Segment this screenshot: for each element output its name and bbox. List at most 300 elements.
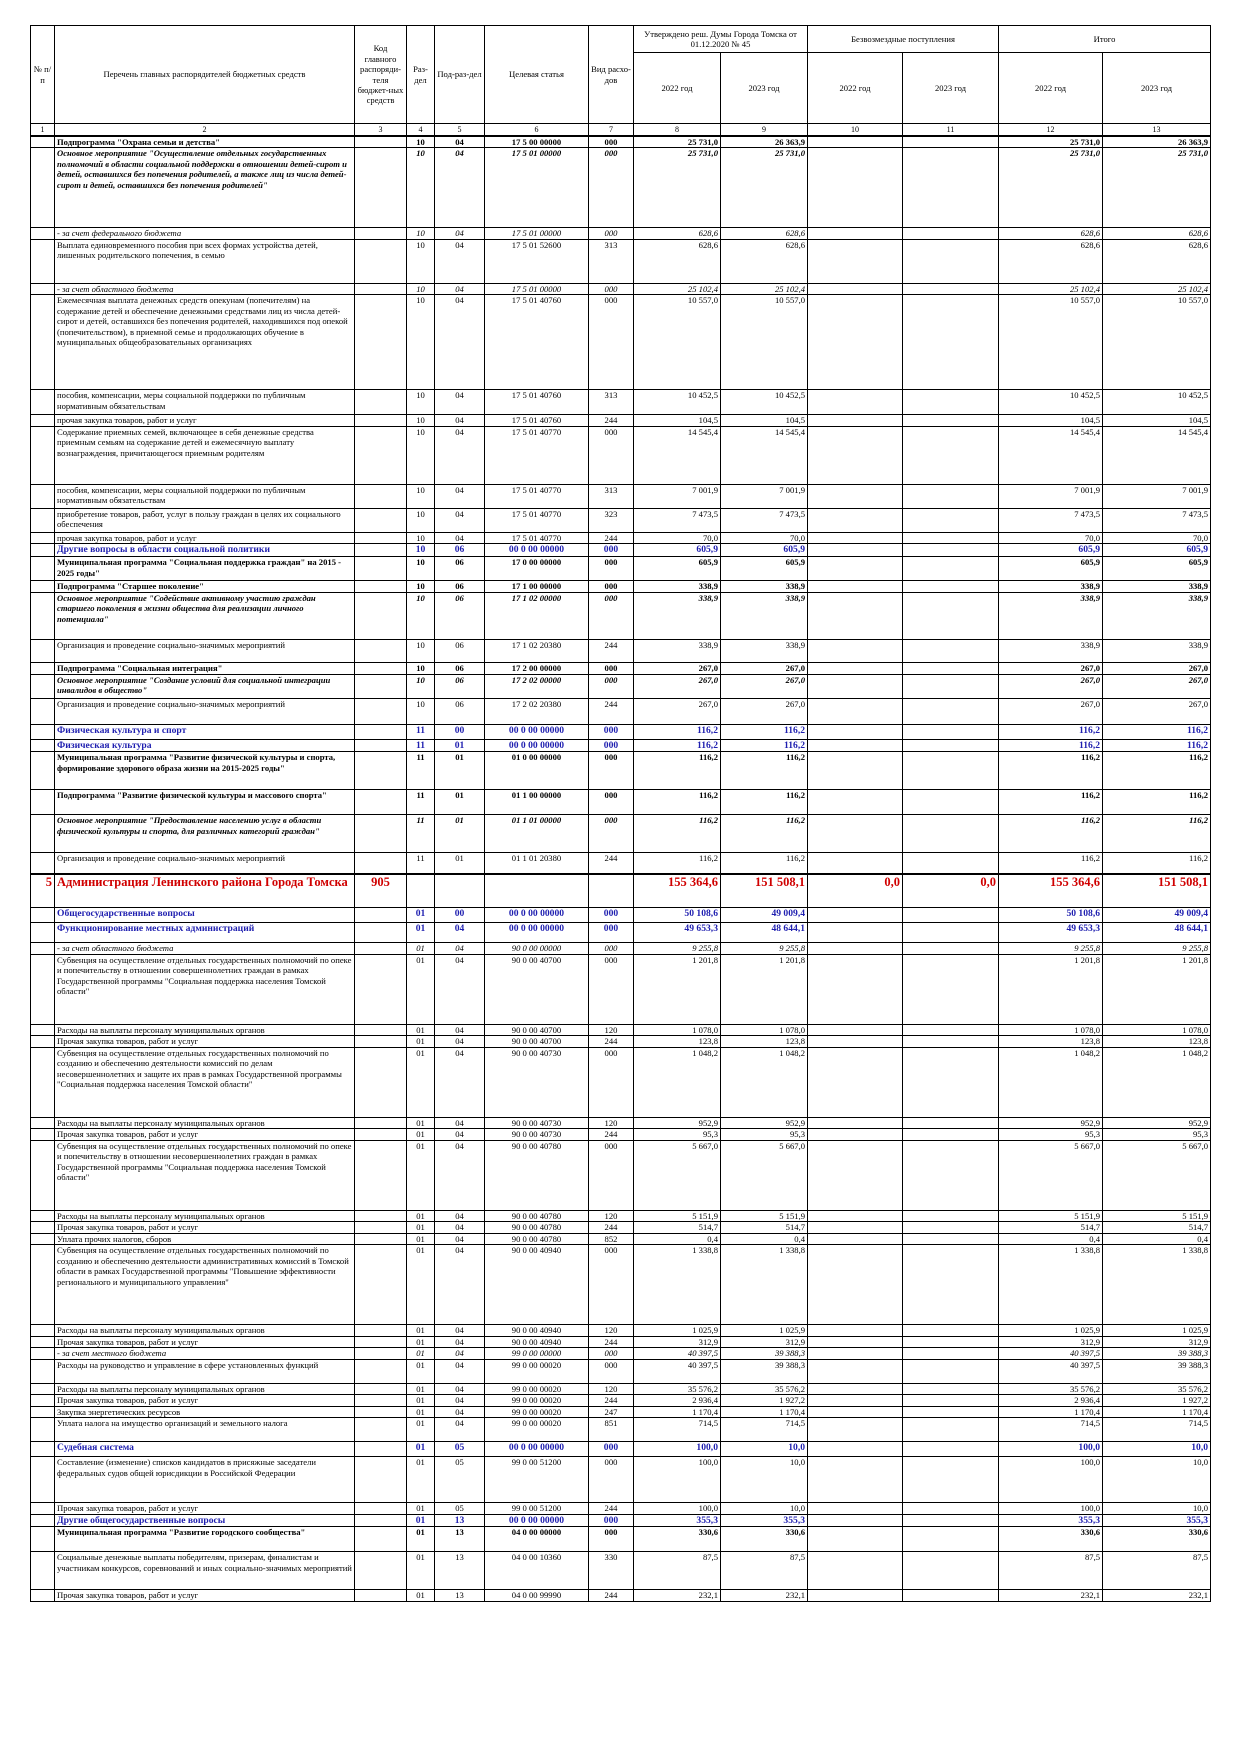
cell-approved-2023: 116,2	[721, 815, 808, 853]
cell-podrazdel: 06	[435, 544, 485, 557]
cell-free-2023	[903, 295, 999, 390]
cell-free-2022	[808, 954, 903, 1024]
cell-razdel: 01	[407, 1527, 435, 1552]
cell-free-2022	[808, 674, 903, 698]
cell-code	[355, 790, 407, 815]
cell-razdel: 10	[407, 662, 435, 674]
column-number: 5	[435, 124, 485, 137]
cell-name: Прочая закупка товаров, работ и услуг	[55, 1503, 355, 1514]
cell-free-2023	[903, 532, 999, 543]
cell-approved-2022: 1 078,0	[634, 1024, 721, 1035]
cell-razdel: 10	[407, 508, 435, 532]
cell-vid: 330	[589, 1552, 634, 1590]
cell-approved-2023: 7 473,5	[721, 508, 808, 532]
table-row	[31, 1233, 1211, 1244]
cell-vid: 000	[589, 283, 634, 294]
table-row	[31, 923, 1211, 943]
cell-vid: 000	[589, 1527, 634, 1552]
cell-target: 00 0 00 00000	[485, 908, 589, 923]
cell-target: 17 5 01 00000	[485, 283, 589, 294]
cell-vid: 000	[589, 943, 634, 954]
cell-approved-2022: 5 151,9	[634, 1210, 721, 1221]
cell-vid: 000	[589, 1457, 634, 1503]
cell-approved-2023: 87,5	[721, 1552, 808, 1590]
cell-approved-2023: 5 151,9	[721, 1210, 808, 1221]
cell-num	[31, 1336, 55, 1347]
cell-total-2022: 14 545,4	[999, 426, 1103, 484]
cell-vid: 000	[589, 954, 634, 1024]
cell-total-2023: 104,5	[1103, 415, 1211, 426]
cell-approved-2022: 155 364,6	[634, 874, 721, 908]
cell-approved-2022: 312,9	[634, 1336, 721, 1347]
cell-code	[355, 1245, 407, 1325]
cell-code	[355, 544, 407, 557]
cell-total-2023: 605,9	[1103, 544, 1211, 557]
cell-name: Основное мероприятие "Предоставление населению услуг в области физической культуры и спорта, для различных категорий граждан"	[55, 815, 355, 853]
cell-target: 00 0 00 00000	[485, 1442, 589, 1457]
cell-approved-2022: 628,6	[634, 239, 721, 283]
cell-num	[31, 283, 55, 294]
cell-razdel: 10	[407, 532, 435, 543]
cell-total-2022: 116,2	[999, 724, 1103, 739]
cell-num	[31, 1552, 55, 1590]
cell-num	[31, 544, 55, 557]
cell-total-2022: 5 151,9	[999, 1210, 1103, 1221]
cell-code	[355, 1503, 407, 1514]
cell-approved-2023: 10,0	[721, 1457, 808, 1503]
cell-target: 17 5 01 00000	[485, 228, 589, 239]
cell-podrazdel: 06	[435, 639, 485, 662]
cell-free-2023	[903, 390, 999, 415]
table-row	[31, 874, 1211, 908]
cell-razdel: 01	[407, 1222, 435, 1233]
cell-free-2023	[903, 752, 999, 790]
cell-name: прочая закупка товаров, работ и услуг	[55, 532, 355, 543]
cell-vid: 000	[589, 662, 634, 674]
cell-total-2023: 39 388,3	[1103, 1359, 1211, 1383]
cell-total-2023: 714,5	[1103, 1418, 1211, 1442]
cell-total-2022: 628,6	[999, 228, 1103, 239]
cell-total-2023: 87,5	[1103, 1552, 1211, 1590]
cell-total-2023: 25 731,0	[1103, 148, 1211, 228]
cell-free-2023	[903, 1383, 999, 1394]
cell-vid: 323	[589, 508, 634, 532]
cell-podrazdel: 04	[435, 1348, 485, 1359]
cell-num	[31, 532, 55, 543]
cell-free-2023	[903, 1129, 999, 1140]
cell-name: Субвенция на осуществление отдельных государственных полномочий по созданию и обеспечению деятельности комиссий по делам несовершеннолетних и защите их прав в рамках Государственной программы "Социальная поддержка населения Томской области"	[55, 1047, 355, 1117]
cell-target: 99 0 00 00020	[485, 1406, 589, 1417]
cell-approved-2022: 116,2	[634, 752, 721, 790]
cell-razdel: 10	[407, 674, 435, 698]
cell-name: Расходы на руководство и управление в сфере установленных функций	[55, 1359, 355, 1383]
cell-free-2023	[903, 1210, 999, 1221]
cell-num	[31, 1129, 55, 1140]
cell-code	[355, 1222, 407, 1233]
cell-total-2022: 1 048,2	[999, 1047, 1103, 1117]
cell-free-2022	[808, 923, 903, 943]
cell-approved-2023: 338,9	[721, 639, 808, 662]
cell-total-2023: 9 255,8	[1103, 943, 1211, 954]
cell-code	[355, 1552, 407, 1590]
cell-total-2023: 10 557,0	[1103, 295, 1211, 390]
cell-code	[355, 739, 407, 752]
cell-target: 00 0 00 00000	[485, 1514, 589, 1527]
cell-name: - за счет областного бюджета	[55, 283, 355, 294]
cell-free-2023	[903, 1233, 999, 1244]
cell-free-2022	[808, 557, 903, 581]
cell-approved-2023: 714,5	[721, 1418, 808, 1442]
cell-free-2022	[808, 415, 903, 426]
cell-free-2023	[903, 1336, 999, 1347]
cell-num	[31, 1590, 55, 1601]
cell-free-2023	[903, 739, 999, 752]
cell-name: Муниципальная программа "Развитие городского сообщества"	[55, 1527, 355, 1552]
cell-target: 99 0 00 00020	[485, 1383, 589, 1394]
cell-free-2023	[903, 790, 999, 815]
cell-code	[355, 943, 407, 954]
cell-podrazdel: 04	[435, 1024, 485, 1035]
cell-podrazdel: 04	[435, 954, 485, 1024]
table-row	[31, 426, 1211, 484]
cell-code	[355, 908, 407, 923]
cell-razdel: 11	[407, 853, 435, 874]
table-row	[31, 739, 1211, 752]
cell-target: 90 0 00 40730	[485, 1117, 589, 1128]
cell-vid: 000	[589, 1442, 634, 1457]
cell-vid: 000	[589, 1245, 634, 1325]
cell-num	[31, 148, 55, 228]
cell-total-2023: 116,2	[1103, 739, 1211, 752]
cell-num	[31, 943, 55, 954]
cell-vid: 244	[589, 1036, 634, 1047]
cell-num	[31, 136, 55, 148]
cell-vid: 000	[589, 815, 634, 853]
cell-total-2023: 1 338,8	[1103, 1245, 1211, 1325]
cell-total-2023: 116,2	[1103, 815, 1211, 853]
cell-free-2023	[903, 853, 999, 874]
cell-free-2023	[903, 943, 999, 954]
cell-podrazdel: 04	[435, 1210, 485, 1221]
cell-total-2022: 267,0	[999, 698, 1103, 724]
cell-num	[31, 484, 55, 508]
table-row	[31, 1024, 1211, 1035]
cell-approved-2023: 10 452,5	[721, 390, 808, 415]
cell-approved-2023: 605,9	[721, 544, 808, 557]
cell-name: Прочая закупка товаров, работ и услуг	[55, 1590, 355, 1601]
cell-approved-2023: 1 025,9	[721, 1325, 808, 1336]
cell-free-2023	[903, 1514, 999, 1527]
cell-vid: 244	[589, 532, 634, 543]
cell-total-2022: 232,1	[999, 1590, 1103, 1601]
cell-num	[31, 1383, 55, 1394]
cell-approved-2023: 116,2	[721, 790, 808, 815]
cell-total-2022: 116,2	[999, 790, 1103, 815]
cell-approved-2022: 116,2	[634, 739, 721, 752]
cell-vid: 000	[589, 674, 634, 698]
table-row	[31, 1406, 1211, 1417]
cell-free-2022	[808, 508, 903, 532]
cell-free-2022	[808, 1457, 903, 1503]
cell-name: Подпрограмма "Старшее поколение"	[55, 581, 355, 592]
cell-vid: 852	[589, 1233, 634, 1244]
cell-razdel: 01	[407, 1140, 435, 1210]
table-row	[31, 1336, 1211, 1347]
cell-total-2022: 1 338,8	[999, 1245, 1103, 1325]
cell-approved-2022: 952,9	[634, 1117, 721, 1128]
cell-approved-2022: 330,6	[634, 1527, 721, 1552]
cell-approved-2022: 10 452,5	[634, 390, 721, 415]
cell-vid: 244	[589, 1336, 634, 1347]
cell-razdel: 01	[407, 1036, 435, 1047]
cell-approved-2023: 49 009,4	[721, 908, 808, 923]
cell-razdel: 10	[407, 136, 435, 148]
cell-vid: 000	[589, 557, 634, 581]
header-code: Код главного распоряди-теля бюджет-ных средств	[355, 26, 407, 124]
cell-podrazdel: 06	[435, 592, 485, 639]
cell-target: 17 5 01 40770	[485, 484, 589, 508]
cell-podrazdel: 04	[435, 1222, 485, 1233]
cell-free-2022	[808, 662, 903, 674]
header-total-2023: 2023 год	[1103, 53, 1211, 124]
cell-razdel: 01	[407, 1245, 435, 1325]
table-row	[31, 943, 1211, 954]
cell-num	[31, 508, 55, 532]
cell-code	[355, 426, 407, 484]
cell-approved-2023: 338,9	[721, 592, 808, 639]
cell-approved-2022: 5 667,0	[634, 1140, 721, 1210]
cell-name: Закупка энергетических ресурсов	[55, 1406, 355, 1417]
cell-podrazdel: 01	[435, 853, 485, 874]
cell-vid: 000	[589, 790, 634, 815]
cell-approved-2023: 151 508,1	[721, 874, 808, 908]
cell-podrazdel: 04	[435, 1406, 485, 1417]
cell-total-2023: 123,8	[1103, 1036, 1211, 1047]
cell-free-2022	[808, 1503, 903, 1514]
cell-free-2023	[903, 415, 999, 426]
cell-free-2022	[808, 739, 903, 752]
cell-approved-2023: 330,6	[721, 1527, 808, 1552]
cell-total-2023: 14 545,4	[1103, 426, 1211, 484]
cell-razdel: 01	[407, 1590, 435, 1601]
cell-total-2023: 338,9	[1103, 581, 1211, 592]
cell-code	[355, 295, 407, 390]
cell-podrazdel: 01	[435, 752, 485, 790]
cell-free-2023	[903, 1117, 999, 1128]
cell-vid: 244	[589, 1222, 634, 1233]
cell-razdel: 01	[407, 1348, 435, 1359]
cell-total-2022: 49 653,3	[999, 923, 1103, 943]
cell-approved-2022: 116,2	[634, 790, 721, 815]
cell-vid: 244	[589, 1590, 634, 1601]
cell-free-2022	[808, 544, 903, 557]
column-number: 13	[1103, 124, 1211, 137]
cell-free-2023	[903, 1552, 999, 1590]
cell-total-2022: 9 255,8	[999, 943, 1103, 954]
cell-podrazdel: 06	[435, 698, 485, 724]
cell-target: 90 0 00 40940	[485, 1336, 589, 1347]
cell-num	[31, 1140, 55, 1210]
cell-num	[31, 1233, 55, 1244]
cell-approved-2022: 605,9	[634, 557, 721, 581]
cell-free-2023	[903, 581, 999, 592]
cell-approved-2022: 605,9	[634, 544, 721, 557]
cell-num	[31, 1036, 55, 1047]
cell-razdel: 11	[407, 724, 435, 739]
cell-vid: 000	[589, 1047, 634, 1117]
cell-free-2022	[808, 1552, 903, 1590]
cell-name: Организация и проведение социально-значимых мероприятий	[55, 698, 355, 724]
cell-code	[355, 1406, 407, 1417]
cell-code	[355, 1233, 407, 1244]
cell-name: Ежемесячная выплата денежных средств опекунам (попечителям) на содержание детей и обеспечение денежными средствами лиц из числа детей-сирот и детей, оставшихся без попечения родителей, находившихся под опекой (попечительством), в приемной семье и продолжающих обучение в муниципальных общеобразовательных организациях	[55, 295, 355, 390]
cell-razdel: 11	[407, 739, 435, 752]
cell-target: 90 0 00 40700	[485, 1036, 589, 1047]
cell-razdel: 01	[407, 1552, 435, 1590]
cell-code	[355, 557, 407, 581]
cell-free-2022	[808, 1325, 903, 1336]
cell-free-2022	[808, 1395, 903, 1406]
cell-approved-2022: 116,2	[634, 853, 721, 874]
cell-podrazdel: 04	[435, 923, 485, 943]
cell-code	[355, 390, 407, 415]
cell-approved-2022: 116,2	[634, 815, 721, 853]
cell-free-2022	[808, 752, 903, 790]
cell-total-2023: 312,9	[1103, 1336, 1211, 1347]
table-row	[31, 581, 1211, 592]
cell-code	[355, 239, 407, 283]
cell-razdel: 10	[407, 239, 435, 283]
cell-total-2023: 7 473,5	[1103, 508, 1211, 532]
cell-approved-2023: 123,8	[721, 1036, 808, 1047]
cell-num	[31, 390, 55, 415]
cell-total-2023: 330,6	[1103, 1527, 1211, 1552]
cell-approved-2022: 10 557,0	[634, 295, 721, 390]
cell-approved-2023: 116,2	[721, 752, 808, 790]
cell-total-2023: 1 201,8	[1103, 954, 1211, 1024]
cell-razdel: 10	[407, 639, 435, 662]
cell-name: Составление (изменение) списков кандидатов в присяжные заседатели федеральных судов общей юрисдикции в Российской Федерации	[55, 1457, 355, 1503]
header-vid: Вид расхо-дов	[589, 26, 634, 124]
cell-razdel: 11	[407, 815, 435, 853]
cell-free-2022	[808, 815, 903, 853]
cell-approved-2023: 232,1	[721, 1590, 808, 1601]
cell-free-2022	[808, 1418, 903, 1442]
cell-name: приобретение товаров, работ, услуг в пользу граждан в целях их социального обеспечения	[55, 508, 355, 532]
cell-vid: 000	[589, 544, 634, 557]
table-body	[31, 136, 1211, 1601]
table-row	[31, 639, 1211, 662]
table-row	[31, 1395, 1211, 1406]
cell-razdel: 01	[407, 1129, 435, 1140]
cell-free-2022	[808, 698, 903, 724]
table-row	[31, 228, 1211, 239]
cell-approved-2022: 87,5	[634, 1552, 721, 1590]
cell-total-2023: 39 388,3	[1103, 1348, 1211, 1359]
cell-total-2022: 5 667,0	[999, 1140, 1103, 1210]
cell-approved-2022: 40 397,5	[634, 1359, 721, 1383]
cell-approved-2022: 25 731,0	[634, 136, 721, 148]
cell-vid: 000	[589, 923, 634, 943]
cell-vid: 244	[589, 639, 634, 662]
column-number: 3	[355, 124, 407, 137]
cell-free-2023	[903, 239, 999, 283]
cell-name: Выплата единовременного пособия при всех формах устройства детей, лишенных родительского попечения, в семью	[55, 239, 355, 283]
cell-name: - за счет областного бюджета	[55, 943, 355, 954]
cell-podrazdel: 04	[435, 295, 485, 390]
cell-name: Подпрограмма "Охрана семьи и детства"	[55, 136, 355, 148]
cell-vid: 000	[589, 228, 634, 239]
cell-razdel: 10	[407, 228, 435, 239]
cell-total-2022: 714,5	[999, 1418, 1103, 1442]
cell-razdel: 10	[407, 557, 435, 581]
cell-total-2023: 26 363,9	[1103, 136, 1211, 148]
cell-code	[355, 1325, 407, 1336]
cell-free-2023	[903, 1359, 999, 1383]
cell-num	[31, 581, 55, 592]
cell-vid: 120	[589, 1325, 634, 1336]
cell-approved-2022: 25 731,0	[634, 148, 721, 228]
cell-code	[355, 508, 407, 532]
cell-target: 17 1 02 20380	[485, 639, 589, 662]
cell-name: Муниципальная программа "Социальная поддержка граждан" на 2015 - 2025 годы"	[55, 557, 355, 581]
cell-free-2023	[903, 1503, 999, 1514]
cell-approved-2022: 123,8	[634, 1036, 721, 1047]
cell-podrazdel: 04	[435, 943, 485, 954]
cell-name: Расходы на выплаты персоналу муниципальных органов	[55, 1325, 355, 1336]
cell-razdel: 10	[407, 484, 435, 508]
cell-podrazdel: 04	[435, 426, 485, 484]
cell-vid: 244	[589, 1395, 634, 1406]
cell-free-2023	[903, 1036, 999, 1047]
table-row	[31, 557, 1211, 581]
cell-razdel: 10	[407, 581, 435, 592]
cell-razdel: 01	[407, 1325, 435, 1336]
cell-target: 04 0 00 10360	[485, 1552, 589, 1590]
cell-num	[31, 592, 55, 639]
cell-total-2022: 70,0	[999, 532, 1103, 543]
cell-num	[31, 662, 55, 674]
cell-total-2022: 1 078,0	[999, 1024, 1103, 1035]
cell-podrazdel: 04	[435, 1036, 485, 1047]
table-row	[31, 1442, 1211, 1457]
header-total-2022: 2022 год	[999, 53, 1103, 124]
cell-podrazdel	[435, 874, 485, 908]
cell-num	[31, 1245, 55, 1325]
cell-code	[355, 1383, 407, 1394]
table-row	[31, 239, 1211, 283]
cell-approved-2023: 35 576,2	[721, 1383, 808, 1394]
cell-code	[355, 1418, 407, 1442]
cell-name: Функционирование местных администраций	[55, 923, 355, 943]
cell-name: Уплата налога на имущество организаций и земельного налога	[55, 1418, 355, 1442]
cell-code	[355, 1590, 407, 1601]
cell-target: 17 2 00 00000	[485, 662, 589, 674]
cell-approved-2022: 1 048,2	[634, 1047, 721, 1117]
cell-approved-2023: 48 644,1	[721, 923, 808, 943]
cell-total-2022: 267,0	[999, 662, 1103, 674]
cell-target: 99 0 00 51200	[485, 1457, 589, 1503]
cell-free-2022	[808, 1036, 903, 1047]
cell-approved-2022: 104,5	[634, 415, 721, 426]
cell-razdel: 01	[407, 1406, 435, 1417]
header-name: Перечень главных распорядителей бюджетных средств	[55, 26, 355, 124]
cell-num	[31, 1406, 55, 1417]
cell-vid: 000	[589, 295, 634, 390]
cell-free-2022	[808, 908, 903, 923]
cell-code	[355, 1024, 407, 1035]
header-num: № п/п	[31, 26, 55, 124]
